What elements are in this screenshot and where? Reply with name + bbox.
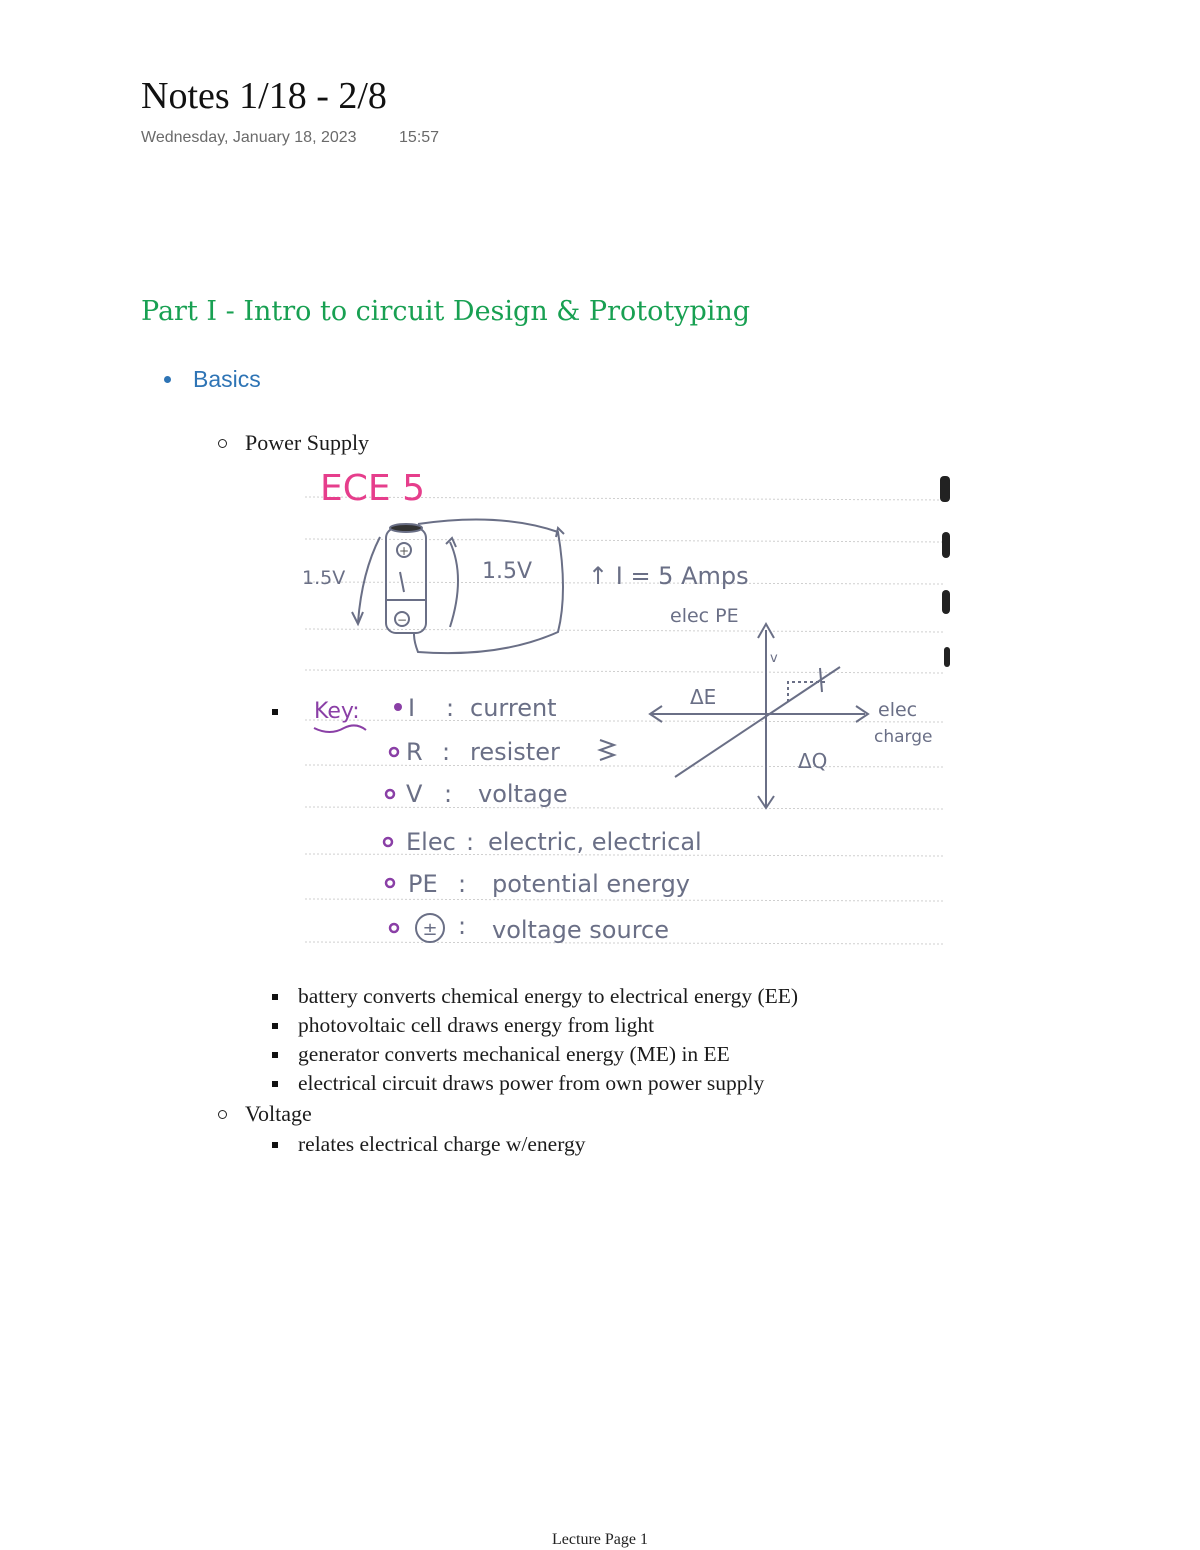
- energy-charge-graph: [650, 624, 868, 808]
- key-item: [384, 828, 702, 856]
- key-item: [390, 912, 669, 944]
- outline-voltage: [218, 1101, 312, 1127]
- bullet-square-icon: [272, 994, 278, 1000]
- page-date: Wednesday, January 18, 2023: [141, 129, 357, 146]
- key-symbol: R: [406, 738, 423, 766]
- page-time: 15:57: [399, 129, 440, 146]
- battery-minus-sign: −: [396, 613, 408, 627]
- key-meaning: electric, electrical: [488, 828, 702, 856]
- bullet-square-icon: [272, 709, 278, 715]
- graph-delta-e-label: ΔE: [690, 685, 717, 709]
- list-item: battery converts chemical energy to electrical energy (EE): [272, 984, 798, 1009]
- subheading-basics: Basics: [193, 366, 261, 392]
- bullet-square-icon: [272, 1142, 278, 1148]
- svg-text::: :: [446, 694, 455, 722]
- battery-plus-sign: +: [398, 544, 410, 558]
- section-heading: Part I - Intro to circuit Design & Prototyping: [141, 296, 751, 327]
- key-item: [386, 870, 690, 898]
- sketch-bullet: [272, 709, 298, 715]
- key-meaning: potential energy: [492, 870, 691, 898]
- svg-text::: :: [444, 780, 453, 808]
- resistor-icon: [600, 740, 614, 760]
- key-symbol: V: [406, 780, 423, 808]
- item-voltage: Voltage: [245, 1101, 312, 1126]
- left-voltage-label: 1.5V: [302, 567, 346, 589]
- graph-v-label: v: [770, 651, 778, 666]
- key-meaning: current: [470, 694, 557, 722]
- bullet-dot-icon: [164, 376, 171, 383]
- bullet-square-icon: [272, 1023, 278, 1029]
- bullet-square-icon: [272, 1081, 278, 1087]
- page-footer: Lecture Page 1: [552, 1531, 648, 1548]
- key-label: Key:: [314, 699, 360, 724]
- page-metadata: [141, 129, 439, 147]
- bullet-circle-icon: [218, 1110, 227, 1119]
- key-meaning: resister: [470, 738, 560, 766]
- page-title: Notes 1/18 - 2/8: [141, 75, 387, 117]
- key-meaning: voltage: [478, 780, 568, 808]
- binder-holes: [940, 476, 950, 667]
- current-label: ↑ I = 5 Amps: [588, 562, 749, 590]
- graph-y-axis-label: elec PE: [670, 605, 739, 627]
- key-symbol: Elec: [406, 828, 456, 856]
- right-voltage-label: 1.5V: [482, 559, 533, 584]
- sketch-title: ECE 5: [320, 468, 425, 509]
- svg-text::: :: [466, 828, 475, 856]
- key-item: [390, 738, 614, 766]
- list-item: photovoltaic cell draws energy from light: [272, 1013, 654, 1038]
- svg-text::: :: [458, 912, 467, 940]
- svg-text::: :: [458, 870, 467, 898]
- key-item: [386, 780, 568, 808]
- list-item: relates electrical charge w/energy: [272, 1132, 586, 1157]
- graph-x-axis-label-2: charge: [874, 727, 933, 747]
- bullet-square-icon: [272, 1052, 278, 1058]
- graph-delta-q-label: ΔQ: [798, 749, 828, 773]
- key-symbol: ±: [422, 919, 438, 940]
- outline-basics: [164, 366, 261, 393]
- graph-x-axis-label-1: elec: [878, 699, 918, 721]
- key-meaning: voltage source: [492, 916, 669, 944]
- key-symbol: I: [408, 694, 416, 722]
- key-item: [394, 694, 557, 722]
- key-underline: [314, 725, 366, 732]
- outline-power-supply: [218, 430, 369, 456]
- handwritten-notes-image: [300, 462, 950, 967]
- list-item: generator converts mechanical energy (ME) in EE: [272, 1042, 730, 1067]
- key-symbol: PE: [408, 870, 438, 898]
- item-power-supply: Power Supply: [245, 430, 370, 455]
- list-item: electrical circuit draws power from own power supply: [272, 1071, 764, 1096]
- svg-text::: :: [442, 738, 451, 766]
- bullet-circle-icon: [218, 439, 227, 448]
